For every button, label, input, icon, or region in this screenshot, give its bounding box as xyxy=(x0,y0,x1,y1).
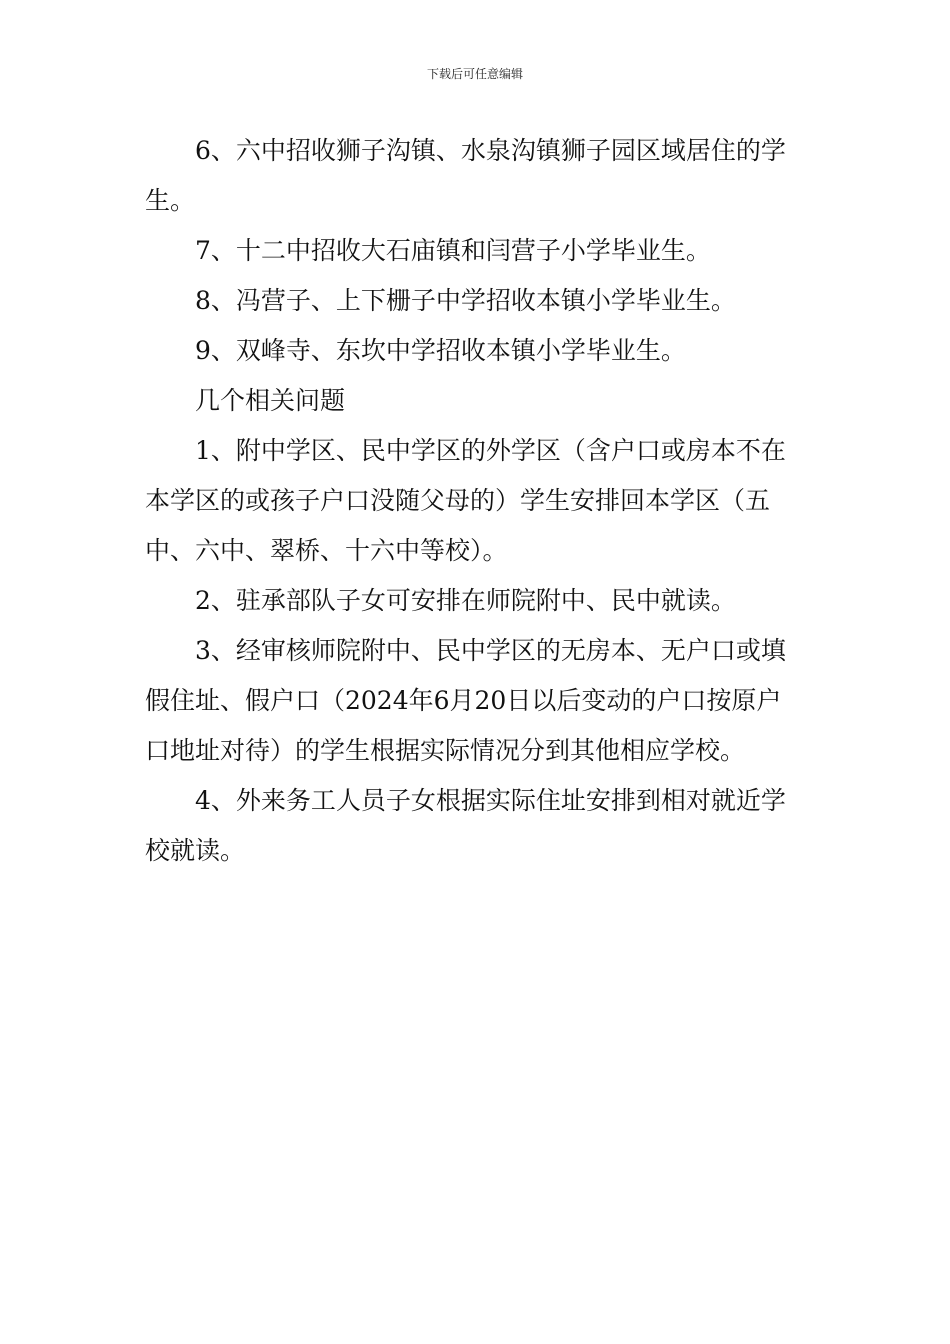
text-line: 生。 xyxy=(145,186,196,215)
text-line: 3、经审核师院附中、民中学区的无房本、无户口或填 xyxy=(195,636,786,665)
text-line: 本学区的或孩子户口没随父母的）学生安排回本学区（五 xyxy=(145,486,771,515)
paragraph-fengyingzi xyxy=(145,276,805,326)
text-line: 假住址、假户口（2024年6月20日以后变动的户口按原户 xyxy=(145,686,782,715)
text-line: 8、冯营子、上下栅子中学招收本镇小学毕业生。 xyxy=(195,286,736,315)
section-heading xyxy=(145,376,805,426)
text-line: 几个相关问题 xyxy=(195,386,346,415)
text-line: 中、六中、翠桥、十六中等校）。 xyxy=(145,536,508,565)
text-line: 4、外来务工人员子女根据实际住址安排到相对就近学 xyxy=(195,786,786,815)
text-line: 6、六中招收狮子沟镇、水泉沟镇狮子园区域居住的学 xyxy=(195,136,786,165)
page-header-note: 下载后可任意编辑 xyxy=(426,67,523,81)
paragraph-shuangfengsi xyxy=(145,326,805,376)
text-line: 9、双峰寺、东坎中学招收本镇小学毕业生。 xyxy=(195,336,686,365)
paragraph-school-6 xyxy=(145,126,805,226)
paragraph-school-12 xyxy=(145,226,805,276)
paragraph-issue-2 xyxy=(145,576,805,626)
text-line: 口地址对待）的学生根据实际情况分到其他相应学校。 xyxy=(145,736,746,765)
paragraph-issue-3 xyxy=(145,626,805,776)
text-line: 1、附中学区、民中学区的外学区（含户口或房本不在 xyxy=(195,436,786,465)
paragraph-issue-1 xyxy=(145,426,805,576)
text-line: 2、驻承部队子女可安排在师院附中、民中就读。 xyxy=(195,586,736,615)
text-line: 7、十二中招收大石庙镇和闫营子小学毕业生。 xyxy=(195,236,711,265)
text-line: 校就读。 xyxy=(145,836,246,865)
document-body xyxy=(145,126,805,876)
paragraph-issue-4 xyxy=(145,776,805,876)
